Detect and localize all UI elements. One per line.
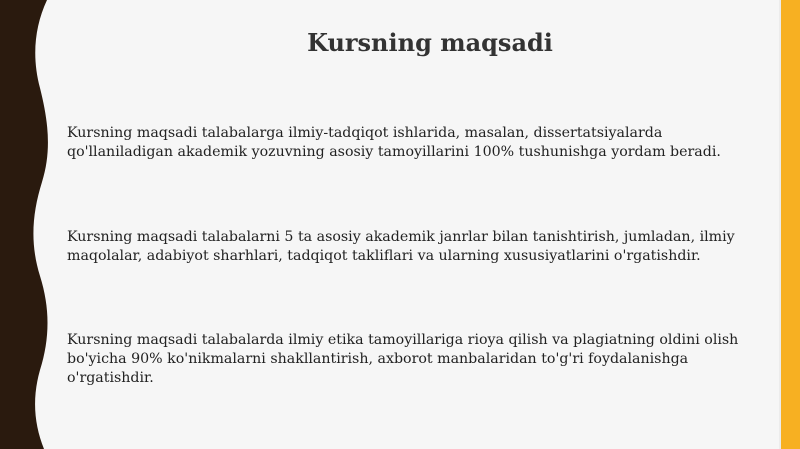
paragraph-2: Kursning maqsadi talabalarni 5 ta asosiy akademik janrlar bilan tanishtirish, jumladan, ilmiy maqolalar, adabiyot sharhlari, tadqiqot takliflari va ularning xususiyatlarini o'rgatishdir. <box>67 229 735 264</box>
left-wavy-band <box>0 0 60 449</box>
slide-title: Kursning maqsadi <box>307 28 553 57</box>
paragraph-1: Kursning maqsadi talabalarga ilmiy-tadqiqot ishlarida, masalan, dissertatsiyalarda qo'llaniladigan akademik yozuvning asosiy tamoyillarini 100% tushunishga yordam beradi. <box>67 125 721 160</box>
right-accent-stripe <box>781 0 800 449</box>
paragraph-3: Kursning maqsadi talabalarda ilmiy etika tamoyillariga rioya qilish va plagiatning oldini olish bo'yicha 90% ko'nikmalarni shakllantirish, axborot manbalaridan to'g'ri foydalanishga o'rgatishdir. <box>67 332 739 386</box>
